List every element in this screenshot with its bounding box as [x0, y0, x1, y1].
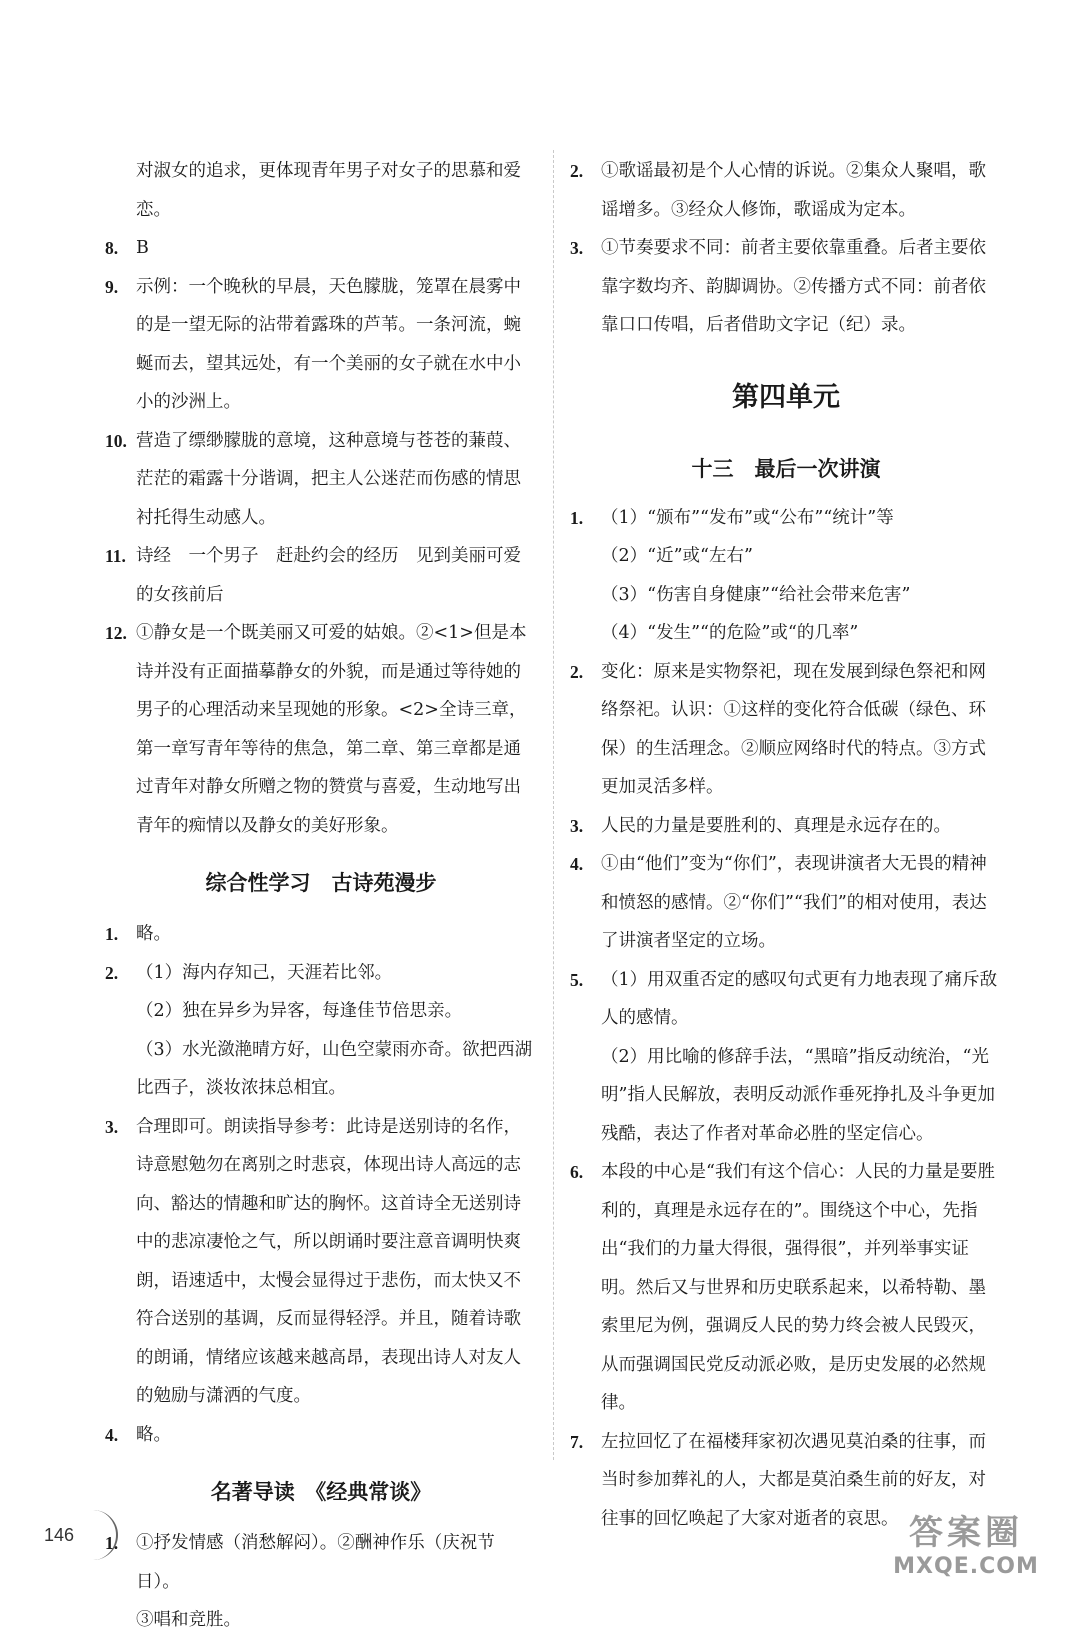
- item-number: 4.: [570, 854, 584, 874]
- sub-answer: （3）“伤害自身健康”“给社会带来危害”: [601, 584, 911, 605]
- answer-item: [105, 915, 537, 954]
- item-number: 9.: [105, 276, 119, 297]
- answer-item: [570, 229, 1002, 345]
- answer-item: [570, 1153, 1002, 1423]
- answer-item: [105, 229, 537, 268]
- column-divider: [553, 150, 554, 1460]
- page-number: 146: [44, 1525, 75, 1545]
- sub-answer: （2）“近”或“左右”: [601, 546, 753, 566]
- left-column: [105, 152, 537, 1640]
- item-text: ①歌谣最初是个人心情的诉说。②集众人聚唱，歌谣增多。③经众人修饰，歌谣成为定本。: [601, 161, 986, 220]
- answer-item: [570, 653, 1002, 807]
- item-text: 变化：原来是实物祭祀，现在发展到绿色祭祀和网络祭祀。认识：①这样的变化符合低碳（绿色、环保）的生活理念。②顺应网络时代的特点。③方式更加灵活多样。: [601, 661, 986, 797]
- item-number: 2.: [570, 161, 584, 181]
- item-text: 略。: [136, 1424, 171, 1445]
- item-text: （1）用双重否定的感叹句式更有力地表现了痛斥敌人的感情。: [601, 969, 998, 1028]
- item-number: 3.: [570, 815, 584, 836]
- item-number: 11.: [105, 546, 126, 566]
- sub-answer: （2）用比喻的修辞手法，“黑暗”指反动统治，“光明”指人民解放，表明反动派作垂死挣扎及斗争更加残酷，表达了作者对革命必胜的坚定信心。: [601, 1046, 995, 1144]
- sub-answer: （3）水光潋滟晴方好，山色空蒙雨亦奇。欲把西湖比西子，淡妆浓抹总相宜。: [136, 1039, 533, 1098]
- item-number: 10.: [105, 430, 127, 451]
- item-number: 5.: [570, 969, 584, 990]
- sub-answer: （4）“发生”“的危险”或“的几率”: [601, 623, 859, 643]
- item-text: 诗经 一个男子 赶赴约会的经历 见到美丽可爱的女孩前后: [136, 546, 521, 605]
- section-heading: 名著导读 《经典常谈》: [210, 1480, 432, 1504]
- item-number: 4.: [105, 1424, 119, 1445]
- item-number: 1.: [570, 507, 584, 528]
- item-text: ①静女是一个既美丽又可爱的姑娘。②<1>但是本诗并没有正面描摹静女的外貌，而是通过等待她的男子的心理活动来呈现她的形象。<2>全诗三章，第一章写青年等待的焦急，第二章、第三章都是通过青年对静女所赠之物的赞赏与喜爱，生动地写出青年的痴情以及静女的美好形象。: [136, 623, 527, 836]
- item-text: ①抒发情感（消愁解闷）。②酬神作乐（庆祝节日）。: [136, 1533, 495, 1592]
- unit-title: 第四单元: [732, 381, 840, 413]
- item-text: 营造了缥缈朦胧的意境，这种意境与苍苍的蒹葭、茫茫的霜露十分谐调，把主人公迷茫而伤感的情思衬托得生动感人。: [136, 430, 521, 528]
- answer-item: [105, 614, 537, 845]
- answer-item: [570, 499, 1002, 538]
- answer-item: [105, 954, 537, 993]
- item-number: 12.: [105, 623, 127, 643]
- item-number: 1.: [105, 1533, 119, 1553]
- item-text: 左拉回忆了在福楼拜家初次遇见莫泊桑的往事，而当时参加葬礼的人，大都是莫泊桑生前的好友，对往事的回忆唤起了大家对逝者的哀思。: [601, 1431, 986, 1529]
- answer-item: [105, 422, 537, 538]
- item-text: 示例：一个晚秋的早晨，天色朦胧，笼罩在晨雾中的是一望无际的沾带着露珠的芦苇。一条河流，蜿蜒而去，望其远处，有一个美丽的女子就在水中小小的沙洲上。: [136, 276, 521, 412]
- watermark-title: 答案圈: [909, 1513, 1023, 1553]
- answer-item: [105, 1108, 537, 1416]
- item-number: 7.: [570, 1431, 584, 1452]
- answer-item: [105, 537, 537, 614]
- item-number: 8.: [105, 238, 119, 258]
- item-text: 人民的力量是要胜利的、真理是永远存在的。: [601, 815, 951, 836]
- answer-item: [105, 1416, 537, 1455]
- sub-answer: （2）独在异乡为异客，每逢佳节倍思亲。: [136, 1001, 463, 1021]
- item-number: 3.: [570, 238, 584, 258]
- watermark-logo: [881, 1505, 1051, 1595]
- item-number: 2.: [105, 962, 119, 983]
- continued-text: 对淑女的追求，更体现青年男子对女子的思慕和爱恋。: [136, 161, 521, 220]
- watermark-url: MXQE.COM: [893, 1554, 1039, 1579]
- item-text: （1）海内存知己，天涯若比邻。: [136, 962, 393, 983]
- item-text: 本段的中心是“我们有这个信心：人民的力量是要胜利的，真理是永远存在的”。围绕这个中心，先指出“我们的力量大得很，强得很”，并列举事实证明。然后又与世界和历史联系起来，以希特勒、墨索里尼为例，强调反人民的势力终会被人民毁灭，从而强调国民党反动派必败，是历史发展的必然规律。: [601, 1162, 995, 1413]
- item-number: 1.: [105, 924, 119, 944]
- continued-text: ③唱和竞胜。: [136, 1610, 241, 1630]
- answer-item: [105, 1524, 537, 1601]
- item-number: 6.: [570, 1162, 584, 1182]
- item-number: 3.: [105, 1116, 119, 1137]
- right-column: [570, 152, 1002, 1538]
- item-text: （1）“颁布”“发布”或“公布”“统计”等: [601, 507, 894, 528]
- item-text: 合理即可。朗读指导参考：此诗是送别诗的名作，诗意慰勉勿在离别之时悲哀，体现出诗人高远的志向、豁达的情趣和旷达的胸怀。这首诗全无送别诗中的悲凉凄怆之气，所以朗诵时要注意音调明快爽朗，语速适中，太慢会显得过于悲伤，而太快又不符合送别的基调，反而显得轻浮。并且，随着诗歌的朗诵，情绪应该越来越高昂，表现出诗人对友人的勉励与潇洒的气度。: [136, 1116, 521, 1406]
- answer-item: [570, 961, 1002, 1038]
- item-text: 略。: [136, 924, 171, 944]
- item-text: ①由“他们”变为“你们”，表现讲演者大无畏的精神和愤怒的感情。②“你们”“我们”的相对使用，表达了讲演者坚定的立场。: [601, 854, 987, 951]
- answer-item: [570, 807, 1002, 846]
- answer-item: [570, 152, 1002, 229]
- answer-item: [570, 845, 1002, 961]
- item-number: 2.: [570, 661, 584, 682]
- item-text: B: [136, 238, 149, 258]
- lesson-title: 十三 最后一次讲演: [691, 456, 881, 481]
- item-text: ①节奏要求不同：前者主要依靠重叠。后者主要依靠字数均齐、韵脚调协。②传播方式不同：前者依靠口口传唱，后者借助文字记（纪）录。: [601, 238, 986, 335]
- answer-item: [105, 268, 537, 422]
- section-heading: 综合性学习 古诗苑漫步: [205, 871, 437, 895]
